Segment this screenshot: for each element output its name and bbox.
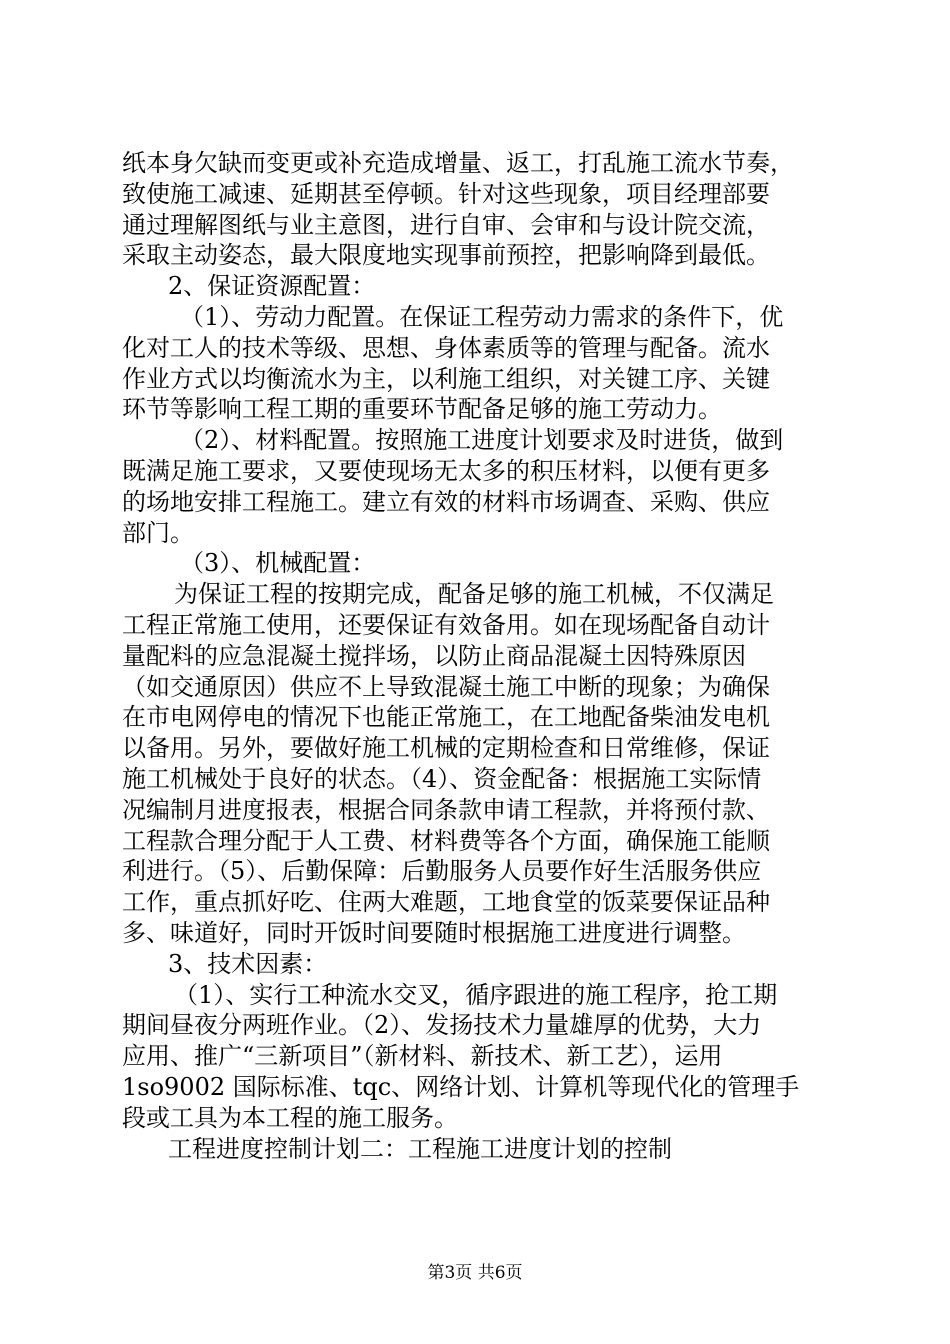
text-line: 利进行。（5）、后勤保障：后勤服务人员要作好生活服务供应 — [122, 857, 762, 886]
subsection-heading: （3）、机械配置： — [180, 549, 376, 578]
text-line: 量配料的应急混凝土搅拌场，以防止商品混凝土因特殊原因 — [122, 641, 746, 670]
text-line: （如交通原因）供应不上导致混凝土施工中断的现象；为确保 — [122, 672, 770, 701]
text-line: 的场地安排工程施工。建立有效的材料市场调查、采购、供应 — [122, 487, 770, 516]
text-line: 致使施工减速、延期甚至停顿。针对这些现象，项目经理部要 — [122, 179, 770, 208]
text-line: 施工机械处于良好的状态。（4）、资金配备：根据施工实际情 — [122, 764, 762, 793]
section-heading: 2、保证资源配置： — [168, 272, 376, 301]
text-line: 工程款合理分配于人工费、材料费等各个方面，确保施工能顺 — [122, 826, 770, 855]
text-line: 期间昼夜分两班作业。（2）、发扬技术力量雄厚的优势，大力 — [122, 1011, 762, 1040]
text-line: 作业方式以均衡流水为主，以利施工组织，对关键工序、关键 — [122, 364, 770, 393]
text-line: 工程正常施工使用，还要保证有效备用。如在现场配备自动计 — [122, 610, 770, 639]
page-footer: 第3页 共6页 — [427, 1263, 523, 1283]
text-line: 既满足施工要求，又要使现场无太多的积压材料，以便有更多 — [122, 456, 770, 485]
text-line: 通过理解图纸与业主意图，进行自审、会审和与设计院交流， — [122, 210, 770, 239]
text-line: （1）、劳动力配置。在保证工程劳动力需求的条件下，优 — [180, 302, 784, 331]
text-line: （1）、实行工种流水交叉，循序跟进的施工程序，抢工期 — [174, 980, 778, 1009]
text-line: 部门。 — [122, 518, 194, 547]
text-line: 工作，重点抓好吃、住两大难题，工地食堂的饭菜要保证品种 — [122, 888, 770, 917]
text-line: 1so9002 国际标准、tqc、网络计划、计算机等现代化的管理手 — [122, 1072, 800, 1101]
text-line: （2）、材料配置。按照施工进度计划要求及时进货，做到 — [180, 426, 784, 455]
section-heading: 3、技术因素： — [168, 949, 328, 978]
text-line: 环节等影响工程工期的重要环节配备足够的施工劳动力。 — [122, 395, 722, 424]
document-body — [122, 148, 842, 1164]
next-section-title: 工程进度控制计划二：工程施工进度计划的控制 — [168, 1134, 672, 1163]
text-line: 以备用。另外，要做好施工机械的定期检查和日常维修，保证 — [122, 734, 770, 763]
text-line: 为保证工程的按期完成，配备足够的施工机械，不仅满足 — [174, 580, 774, 609]
text-line: 化对工人的技术等级、思想、身体素质等的管理与配备。流水 — [122, 333, 770, 362]
text-line: 况编制月进度报表，根据合同条款申请工程款，并将预付款、 — [122, 795, 770, 824]
text-line: 纸本身欠缺而变更或补充造成增量、返工，打乱施工流水节奏， — [122, 149, 794, 177]
text-line: 采取主动姿态，最大限度地实现事前预控，把影响降到最低。 — [122, 241, 770, 270]
text-line: 应用、推广“三新项目”（新材料、新技术、新工艺），运用 — [122, 1042, 723, 1071]
text-line: 段或工具为本工程的施工服务。 — [122, 1103, 458, 1132]
text-line: 多、味道好，同时开饭时间要随时根据施工进度进行调整。 — [122, 918, 746, 947]
text-line: 在市电网停电的情况下也能正常施工，在工地配备柴油发电机 — [122, 703, 770, 732]
